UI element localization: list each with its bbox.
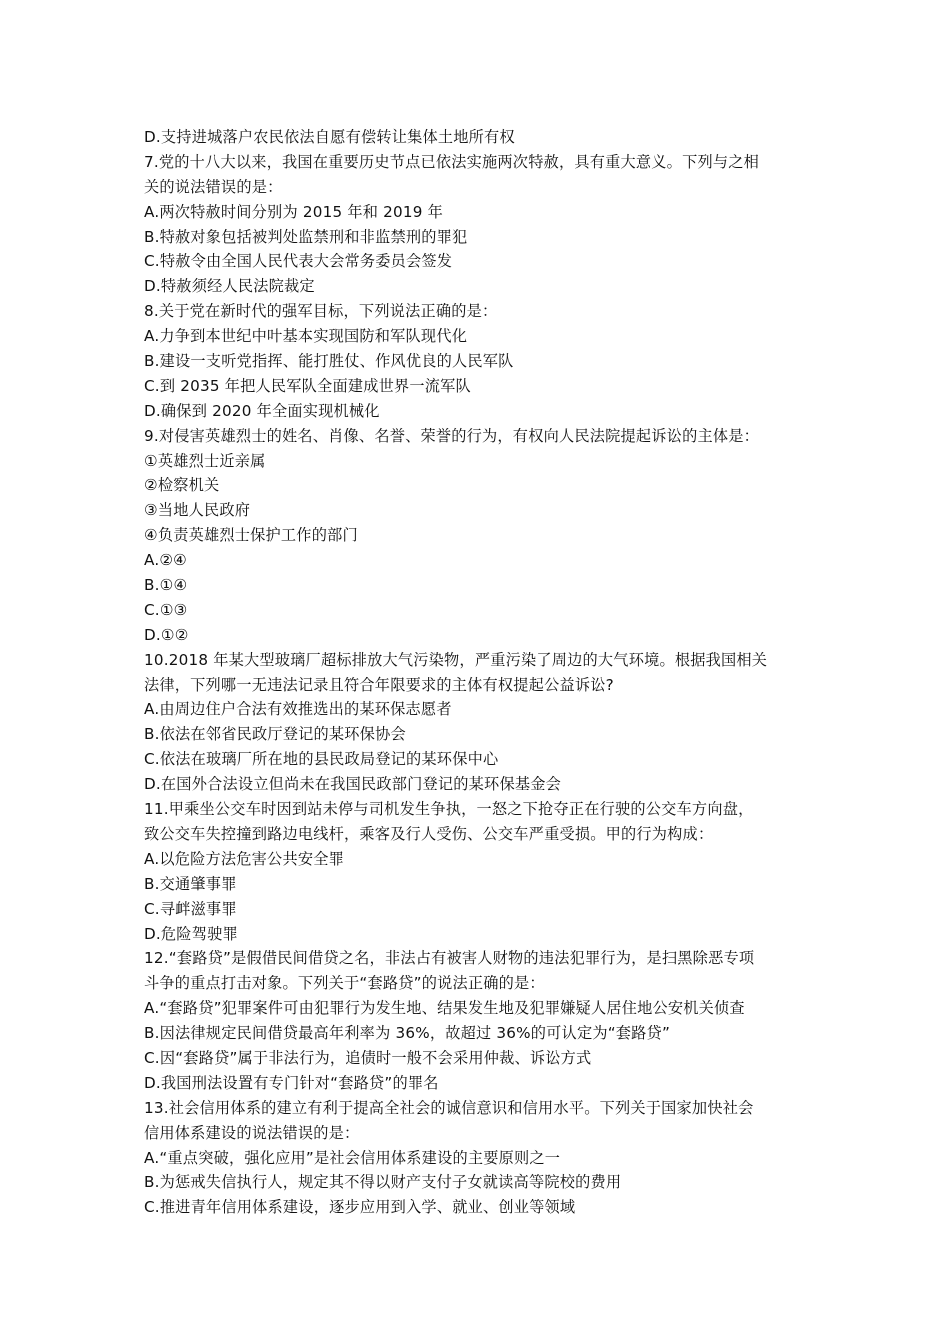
option-line: D.我国刑法设置有专门针对“套路贷”的罪名 bbox=[144, 1073, 439, 1092]
option-line: ②检察机关 bbox=[144, 476, 220, 495]
option-line: D.特赦须经人民法院裁定 bbox=[144, 277, 315, 296]
option-line: D.①② bbox=[144, 625, 189, 644]
option-line: A.以危险方法危害公共安全罪 bbox=[144, 849, 344, 868]
option-line: C.到 2035 年把人民军队全面建成世界一流军队 bbox=[144, 376, 471, 395]
question-stem: 信用体系建设的说法错误的是： bbox=[144, 1123, 360, 1142]
option-line: B.为惩戒失信执行人，规定其不得以财产支付子女就读高等院校的费用 bbox=[144, 1173, 622, 1192]
option-line: D.确保到 2020 年全面实现机械化 bbox=[144, 401, 380, 420]
option-line: C.①③ bbox=[144, 600, 188, 619]
question-stem: 10.2018 年某大型玻璃厂超标排放大气污染物，严重污染了周边的大气环境。根据我国相关 bbox=[144, 650, 768, 669]
option-line: B.①④ bbox=[144, 576, 188, 595]
option-line: A.“重点突破，强化应用”是社会信用体系建设的主要原则之一 bbox=[144, 1148, 561, 1167]
question-8 bbox=[144, 299, 814, 423]
question-11 bbox=[144, 797, 814, 946]
question-stem: 11.甲乘坐公交车时因到站未停与司机发生争执，一怒之下抢夺正在行驶的公交车方向盘， bbox=[144, 800, 754, 819]
option-line: A.由周边住户合法有效推选出的某环保志愿者 bbox=[144, 700, 452, 719]
option-line: C.寻衅滋事罪 bbox=[144, 899, 237, 918]
option-line: ③当地人民政府 bbox=[144, 501, 251, 520]
question-stem: 关的说法错误的是： bbox=[144, 177, 283, 196]
question-stem: 7.党的十八大以来，我国在重要历史节点已依法实施两次特赦，具有重大意义。下列与之相 bbox=[144, 152, 760, 171]
question-stem: 12.“套路贷”是假借民间借贷之名，非法占有被害人财物的违法犯罪行为，是扫黑除恶专项 bbox=[144, 949, 755, 968]
option-line: A.②④ bbox=[144, 551, 187, 570]
question-stem: 8.关于党在新时代的强军目标，下列说法正确的是： bbox=[144, 302, 498, 321]
option-line: B.特赦对象包括被判处监禁刑和非监禁刑的罪犯 bbox=[144, 227, 468, 246]
option-line: B.交通肇事罪 bbox=[144, 874, 237, 893]
option-line: B.因法律规定民间借贷最高年利率为 36%，故超过 36%的可认定为“套路贷” bbox=[144, 1024, 671, 1043]
question-stem: 9.对侵害英雄烈士的姓名、肖像、名誉、荣誉的行为，有权向人民法院提起诉讼的主体是： bbox=[144, 426, 760, 445]
question-12 bbox=[144, 946, 814, 1095]
question-stem: 致公交车失控撞到路边电线杆，乘客及行人受伤、公交车严重受损。甲的行为构成： bbox=[144, 824, 714, 843]
option-line: C.因“套路贷”属于非法行为，追债时一般不会采用仲裁、诉讼方式 bbox=[144, 1048, 592, 1067]
option-line: C.推进青年信用体系建设，逐步应用到入学、就业、创业等领域 bbox=[144, 1198, 576, 1217]
option-line: B.建设一支听党指挥、能打胜仗、作风优良的人民军队 bbox=[144, 352, 514, 371]
question-stem: 斗争的重点打击对象。下列关于“套路贷”的说法正确的是： bbox=[144, 974, 545, 993]
question-13 bbox=[144, 1096, 814, 1220]
option-line: A.两次特赦时间分别为 2015 年和 2019 年 bbox=[144, 202, 444, 221]
question-stem: 13.社会信用体系的建立有利于提高全社会的诚信意识和信用水平。下列关于国家加快社会 bbox=[144, 1098, 754, 1117]
option-line: ④负责英雄烈士保护工作的部门 bbox=[144, 526, 358, 545]
option-line: C.特赦令由全国人民代表大会常务委员会签发 bbox=[144, 252, 453, 271]
option-line: B.依法在邻省民政厅登记的某环保协会 bbox=[144, 725, 406, 744]
question-stem: 法律，下列哪一无违法记录且符合年限要求的主体有权提起公益诉讼? bbox=[144, 675, 614, 694]
option-line: D.支持进城落户农民依法自愿有偿转让集体土地所有权 bbox=[144, 128, 515, 146]
option-line: D.危险驾驶罪 bbox=[144, 924, 238, 943]
question-9 bbox=[144, 424, 814, 648]
option-line: D.在国外合法设立但尚未在我国民政部门登记的某环保基金会 bbox=[144, 775, 561, 794]
question-10 bbox=[144, 648, 814, 797]
document-content bbox=[144, 125, 814, 1220]
option-line: C.依法在玻璃厂所在地的县民政局登记的某环保中心 bbox=[144, 750, 499, 769]
option-line: ①英雄烈士近亲属 bbox=[144, 451, 266, 470]
option-line: A.力争到本世纪中叶基本实现国防和军队现代化 bbox=[144, 327, 468, 346]
question-7 bbox=[144, 150, 814, 299]
option-line: A.“套路贷”犯罪案件可由犯罪行为发生地、结果发生地及犯罪嫌疑人居住地公安机关侦查 bbox=[144, 999, 745, 1018]
